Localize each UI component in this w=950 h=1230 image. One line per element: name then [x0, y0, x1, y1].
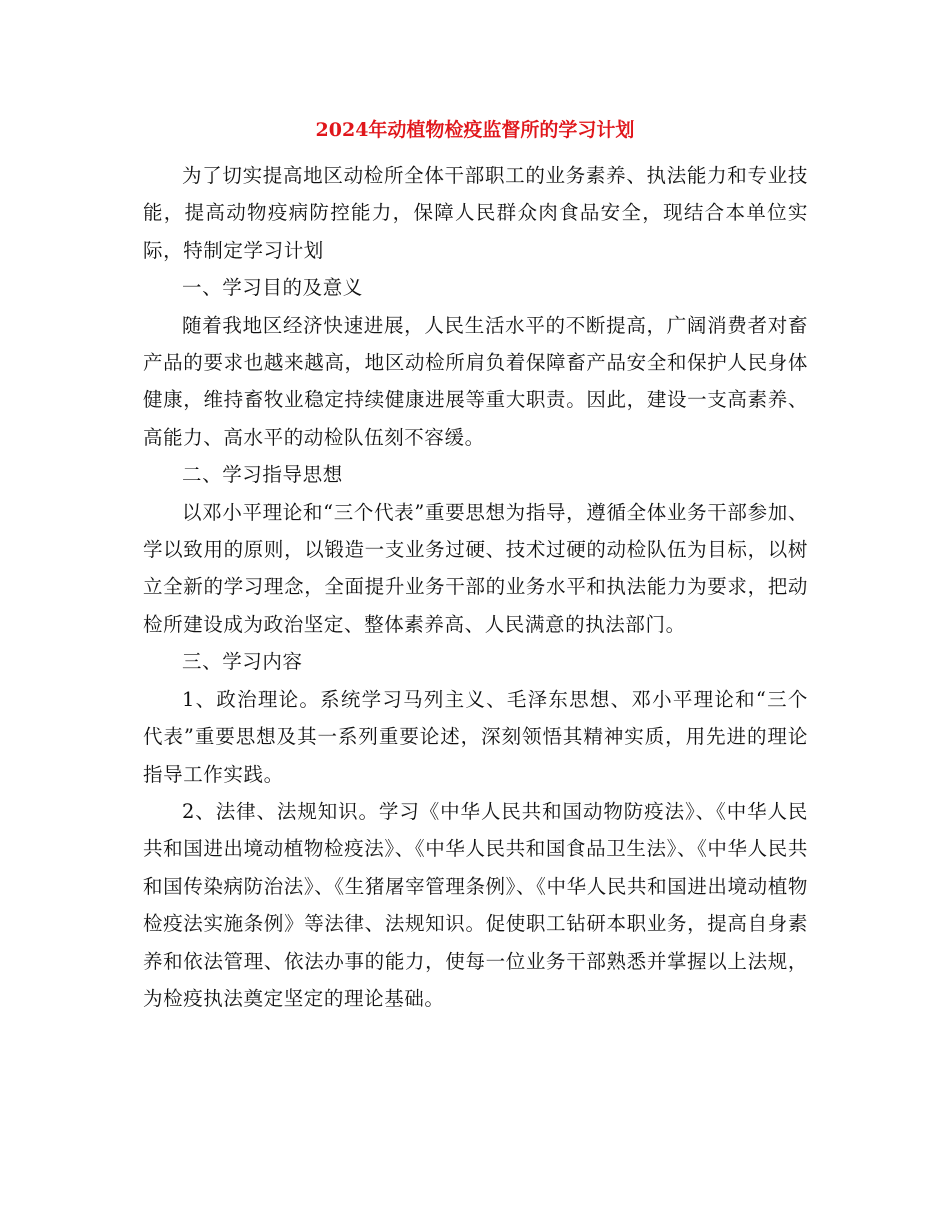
- section-heading-guiding-thought: 二、学习指导思想: [182, 463, 343, 487]
- paragraph-laws-regulations: 2、法律、法规知识。学习《中华人民共和国动物防疫法》、《中华人民共和国进出境动植物检疫法》、《中华人民共和国食品卫生法》、《中华人民共和国传染病防治法》、《生猪屠宰管理条例》、《中华人民共和国进出境动植物检疫法实施条例》等法律、法规知识。促使职工钻研本职业务，提高自身素养和依法管理、依法办事的能力，使每一位业务干部熟悉并掌握以上法规，为检疫执法奠定坚定的理论基础。: [143, 799, 808, 1010]
- paragraph-political-theory: 1、政治理论。系统学习马列主义、毛泽东思想、邓小平理论和“三个代表”重要思想及其一系列重要论述，深刻领悟其精神实质，用先进的理论指导工作实践。: [143, 687, 808, 786]
- section-heading-purpose: 一、学习目的及意义: [182, 276, 363, 300]
- document-title: 2024年动植物检疫监督所的学习计划: [315, 119, 635, 141]
- paragraph-purpose: 随着我地区经济快速进展，人民生活水平的不断提高，广阔消费者对畜产品的要求也越来越高，地区动检所肩负着保障畜产品安全和保护人民身体健康，维持畜牧业稳定持续健康进展等重大职责。因此，建设一支高素养、高能力、高水平的动检队伍刻不容缓。: [143, 313, 808, 449]
- paragraph-intro: 为了切实提高地区动检所全体干部职工的业务素养、执法能力和专业技能，提高动物疫病防控能力，保障人民群众肉食品安全，现结合本单位实际，特制定学习计划: [143, 164, 808, 262]
- paragraph-guiding-thought: 以邓小平理论和“三个代表”重要思想为指导，遵循全体业务干部参加、学以致用的原则，以锻造一支业务过硬、技术过硬的动检队伍为目标，以树立全新的学习理念，全面提升业务干部的业务水平和执法能力为要求，把动检所建设成为政治坚定、整体素养高、人民满意的执法部门。: [143, 500, 808, 636]
- document-body: [143, 157, 808, 1017]
- section-heading-content: 三、学习内容: [182, 650, 303, 674]
